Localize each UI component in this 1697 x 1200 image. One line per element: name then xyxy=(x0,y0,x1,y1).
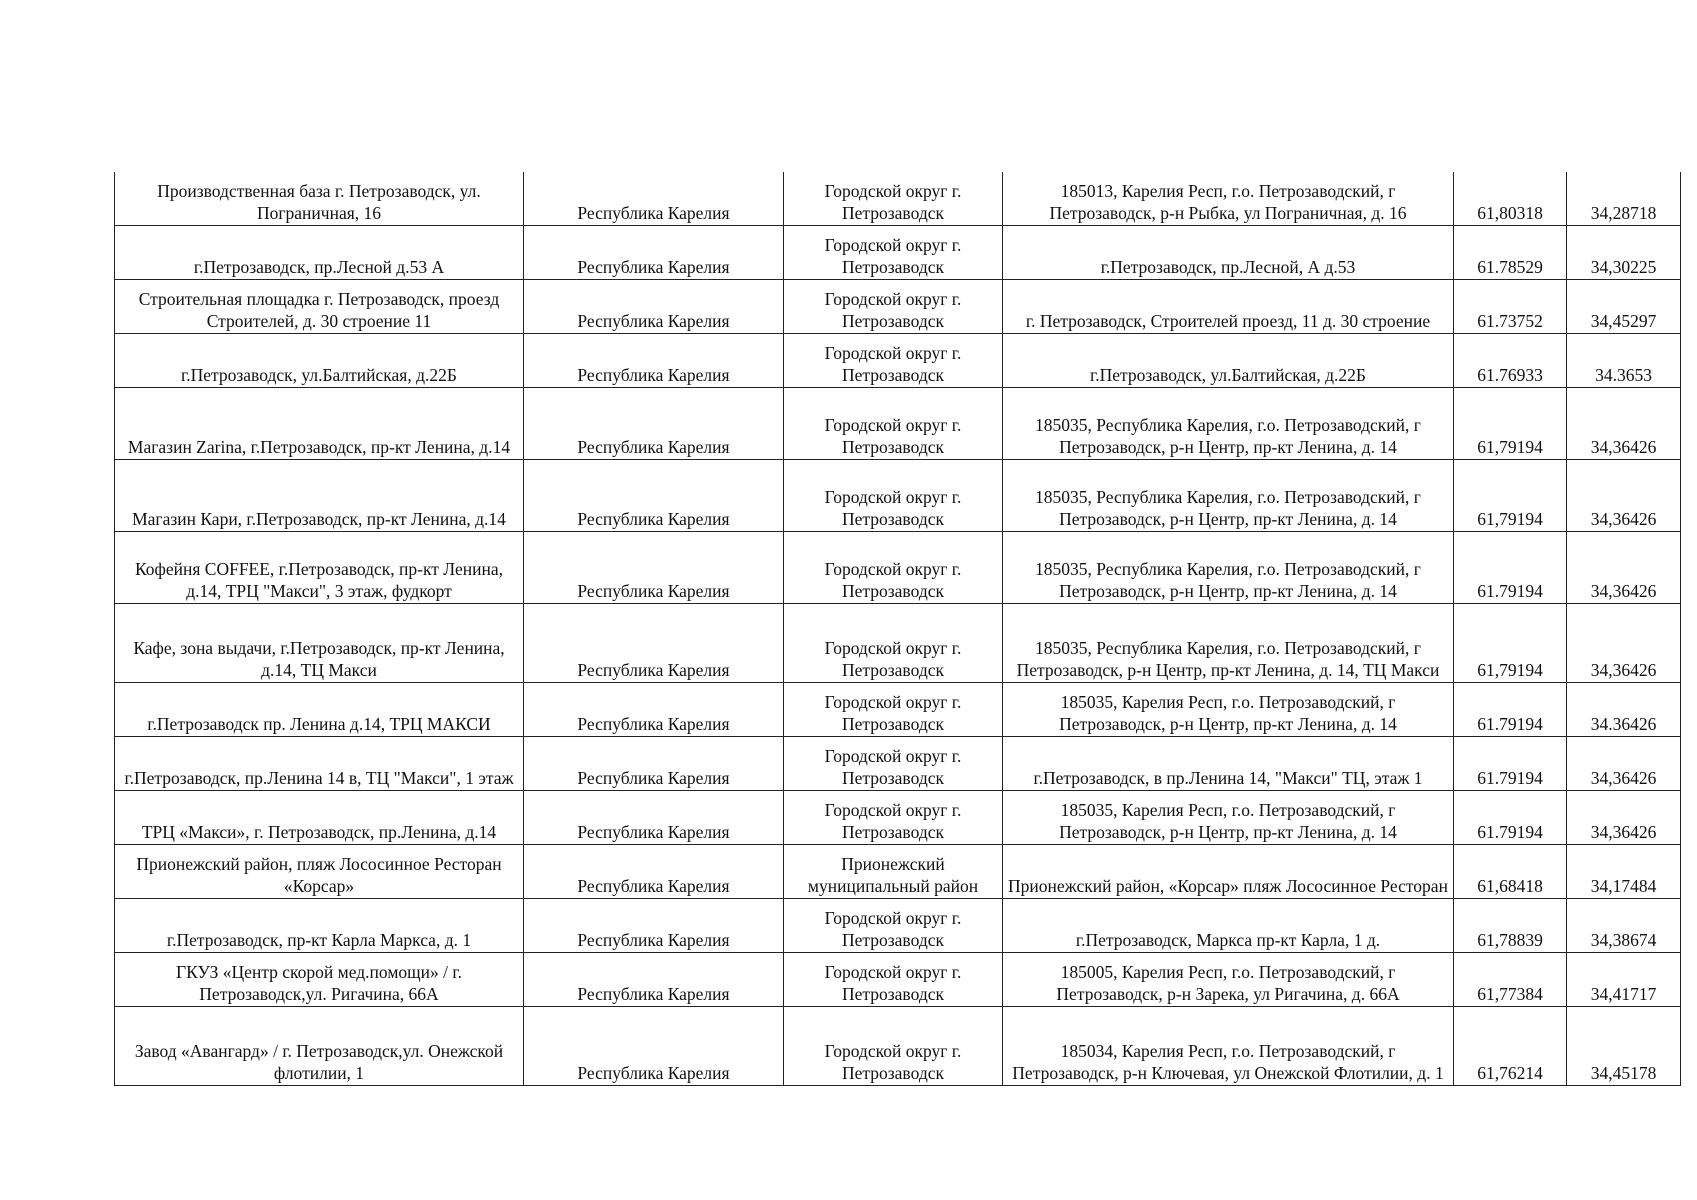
object-name-cell: Магазин Zarina, г.Петрозаводск, пр-кт Ленина, д.14 xyxy=(115,388,524,460)
address-cell: 185035, Республика Карелия, г.о. Петрозаводский, г Петрозаводск, р-н Центр, пр-кт Ленина, д. 14 xyxy=(1003,460,1454,532)
table-row xyxy=(115,953,1681,1007)
longitude-cell: 34,28718 xyxy=(1567,172,1681,226)
latitude-cell: 61,79194 xyxy=(1454,460,1567,532)
region-cell: Республика Карелия xyxy=(524,172,784,226)
region-cell: Республика Карелия xyxy=(524,953,784,1007)
longitude-cell: 34,36426 xyxy=(1567,460,1681,532)
region-cell: Республика Карелия xyxy=(524,845,784,899)
municipality-cell: Городской округ г. Петрозаводск xyxy=(784,172,1003,226)
longitude-cell: 34,36426 xyxy=(1567,791,1681,845)
longitude-cell: 34,30225 xyxy=(1567,226,1681,280)
region-cell: Республика Карелия xyxy=(524,899,784,953)
address-cell: г.Петрозаводск, в пр.Ленина 14, "Макси" ТЦ, этаж 1 xyxy=(1003,737,1454,791)
object-name-cell: Кофейня COFFEE, г.Петрозаводск, пр-кт Ленина, д.14, ТРЦ "Макси", 3 этаж, фудкорт xyxy=(115,532,524,604)
table-row xyxy=(115,460,1681,532)
region-cell: Республика Карелия xyxy=(524,334,784,388)
region-cell: Республика Карелия xyxy=(524,280,784,334)
latitude-cell: 61.79194 xyxy=(1454,683,1567,737)
table-row xyxy=(115,1007,1681,1086)
longitude-cell: 34,36426 xyxy=(1567,532,1681,604)
longitude-cell: 34,36426 xyxy=(1567,604,1681,683)
table-row xyxy=(115,845,1681,899)
region-cell: Республика Карелия xyxy=(524,388,784,460)
longitude-cell: 34,17484 xyxy=(1567,845,1681,899)
municipality-cell: Городской округ г. Петрозаводск xyxy=(784,1007,1003,1086)
address-cell: 185035, Карелия Респ, г.о. Петрозаводский, г Петрозаводск, р-н Центр, пр-кт Ленина, д. 14 xyxy=(1003,683,1454,737)
longitude-cell: 34,41717 xyxy=(1567,953,1681,1007)
longitude-cell: 34.3653 xyxy=(1567,334,1681,388)
object-name-cell: Магазин Кари, г.Петрозаводск, пр-кт Ленина, д.14 xyxy=(115,460,524,532)
latitude-cell: 61.73752 xyxy=(1454,280,1567,334)
table-row xyxy=(115,172,1681,226)
latitude-cell: 61,77384 xyxy=(1454,953,1567,1007)
region-cell: Республика Карелия xyxy=(524,791,784,845)
object-name-cell: Кафе, зона выдачи, г.Петрозаводск, пр-кт Ленина, д.14, ТЦ Макси xyxy=(115,604,524,683)
address-cell: 185035, Республика Карелия, г.о. Петрозаводский, г Петрозаводск, р-н Центр, пр-кт Ленина, д. 14 xyxy=(1003,388,1454,460)
longitude-cell: 34.36426 xyxy=(1567,683,1681,737)
object-name-cell: г.Петрозаводск пр. Ленина д.14, ТРЦ МАКСИ xyxy=(115,683,524,737)
municipality-cell: Городской округ г. Петрозаводск xyxy=(784,737,1003,791)
municipality-cell: Городской округ г. Петрозаводск xyxy=(784,791,1003,845)
object-name-cell: ТРЦ «Макси», г. Петрозаводск, пр.Ленина, д.14 xyxy=(115,791,524,845)
object-name-cell: г.Петрозаводск, пр.Лесной д.53 А xyxy=(115,226,524,280)
address-cell: 185035, Республика Карелия, г.о. Петрозаводский, г Петрозаводск, р-н Центр, пр-кт Ленина, д. 14, ТЦ Макси xyxy=(1003,604,1454,683)
region-cell: Республика Карелия xyxy=(524,604,784,683)
address-cell: г.Петрозаводск, ул.Балтийская, д.22Б xyxy=(1003,334,1454,388)
municipality-cell: Прионежский муниципальный район xyxy=(784,845,1003,899)
address-cell: 185034, Карелия Респ, г.о. Петрозаводский, г Петрозаводск, р-н Ключевая, ул Онежской Флотилии, д. 1 xyxy=(1003,1007,1454,1086)
municipality-cell: Городской округ г. Петрозаводск xyxy=(784,683,1003,737)
longitude-cell: 34,45178 xyxy=(1567,1007,1681,1086)
municipality-cell: Городской округ г. Петрозаводск xyxy=(784,604,1003,683)
address-cell: 185035, Республика Карелия, г.о. Петрозаводский, г Петрозаводск, р-н Центр, пр-кт Ленина, д. 14 xyxy=(1003,532,1454,604)
region-cell: Республика Карелия xyxy=(524,532,784,604)
table-row xyxy=(115,388,1681,460)
object-name-cell: Строительная площадка г. Петрозаводск, проезд Строителей, д. 30 строение 11 xyxy=(115,280,524,334)
latitude-cell: 61.78529 xyxy=(1454,226,1567,280)
table-row xyxy=(115,334,1681,388)
municipality-cell: Городской округ г. Петрозаводск xyxy=(784,280,1003,334)
object-name-cell: ГКУЗ «Центр скорой мед.помощи» / г. Петрозаводск,ул. Ригачина, 66А xyxy=(115,953,524,1007)
municipality-cell: Городской округ г. Петрозаводск xyxy=(784,226,1003,280)
latitude-cell: 61.79194 xyxy=(1454,532,1567,604)
address-cell: г.Петрозаводск, Маркса пр-кт Карла, 1 д. xyxy=(1003,899,1454,953)
latitude-cell: 61.79194 xyxy=(1454,737,1567,791)
address-cell: 185005, Карелия Респ, г.о. Петрозаводский, г Петрозаводск, р-н Зарека, ул Ригачина, д. 66А xyxy=(1003,953,1454,1007)
table-row xyxy=(115,280,1681,334)
latitude-cell: 61.76933 xyxy=(1454,334,1567,388)
latitude-cell: 61,78839 xyxy=(1454,899,1567,953)
object-name-cell: Прионежский район, пляж Лососинное Ресторан «Корсар» xyxy=(115,845,524,899)
table-row xyxy=(115,532,1681,604)
region-cell: Республика Карелия xyxy=(524,1007,784,1086)
latitude-cell: 61,68418 xyxy=(1454,845,1567,899)
municipality-cell: Городской округ г. Петрозаводск xyxy=(784,388,1003,460)
municipality-cell: Городской округ г. Петрозаводск xyxy=(784,334,1003,388)
municipality-cell: Городской округ г. Петрозаводск xyxy=(784,899,1003,953)
object-name-cell: г.Петрозаводск, пр.Ленина 14 в, ТЦ "Макси", 1 этаж xyxy=(115,737,524,791)
region-cell: Республика Карелия xyxy=(524,226,784,280)
region-cell: Республика Карелия xyxy=(524,737,784,791)
address-cell: г.Петрозаводск, пр.Лесной, А д.53 xyxy=(1003,226,1454,280)
address-cell: г. Петрозаводск, Строителей проезд, 11 д. 30 строение xyxy=(1003,280,1454,334)
object-name-cell: г.Петрозаводск, ул.Балтийская, д.22Б xyxy=(115,334,524,388)
address-cell: 185035, Карелия Респ, г.о. Петрозаводский, г Петрозаводск, р-н Центр, пр-кт Ленина, д. 14 xyxy=(1003,791,1454,845)
address-cell: Прионежский район, «Корсар» пляж Лососинное Ресторан xyxy=(1003,845,1454,899)
municipality-cell: Городской округ г. Петрозаводск xyxy=(784,532,1003,604)
table-row xyxy=(115,791,1681,845)
address-cell: 185013, Карелия Респ, г.о. Петрозаводский, г Петрозаводск, р-н Рыбка, ул Пограничная, д. 16 xyxy=(1003,172,1454,226)
latitude-cell: 61,80318 xyxy=(1454,172,1567,226)
table-row xyxy=(115,604,1681,683)
longitude-cell: 34,45297 xyxy=(1567,280,1681,334)
region-cell: Республика Карелия xyxy=(524,683,784,737)
region-cell: Республика Карелия xyxy=(524,460,784,532)
longitude-cell: 34,36426 xyxy=(1567,737,1681,791)
table-row xyxy=(115,683,1681,737)
longitude-cell: 34,36426 xyxy=(1567,388,1681,460)
object-name-cell: Производственная база г. Петрозаводск, ул. Пограничная, 16 xyxy=(115,172,524,226)
table-row xyxy=(115,899,1681,953)
registry-table xyxy=(114,172,1681,1086)
latitude-cell: 61,79194 xyxy=(1454,604,1567,683)
table-row xyxy=(115,737,1681,791)
longitude-cell: 34,38674 xyxy=(1567,899,1681,953)
latitude-cell: 61,79194 xyxy=(1454,388,1567,460)
municipality-cell: Городской округ г. Петрозаводск xyxy=(784,953,1003,1007)
latitude-cell: 61.79194 xyxy=(1454,791,1567,845)
municipality-cell: Городской округ г. Петрозаводск xyxy=(784,460,1003,532)
object-name-cell: г.Петрозаводск, пр-кт Карла Маркса, д. 1 xyxy=(115,899,524,953)
object-name-cell: Завод «Авангард» / г. Петрозаводск,ул. Онежской флотилии, 1 xyxy=(115,1007,524,1086)
latitude-cell: 61,76214 xyxy=(1454,1007,1567,1086)
table-row xyxy=(115,226,1681,280)
